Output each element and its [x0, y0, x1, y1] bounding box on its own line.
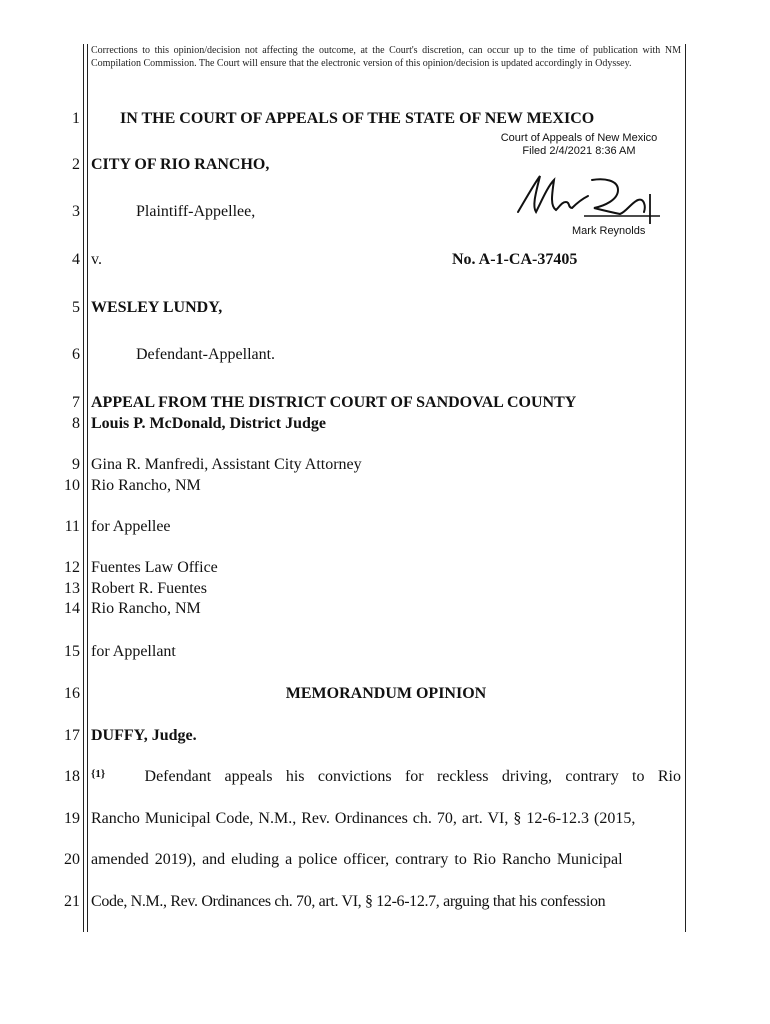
line-number: 15: [64, 643, 80, 660]
left-margin-rule-inner: [87, 44, 88, 932]
defendant-name: WESLEY LUNDY,: [91, 299, 223, 316]
word: for: [404, 768, 424, 785]
stamp-court: Court of Appeals of New Mexico: [500, 132, 658, 144]
paragraph-line-20: amended 2019), and eluding a police officer, contrary to Rio Rancho Municipal: [91, 851, 623, 868]
appellee-city: Rio Rancho, NM: [91, 477, 201, 494]
line-number: 7: [72, 394, 80, 411]
versus: v.: [91, 251, 102, 268]
word: to: [632, 768, 645, 785]
word: reckless: [436, 768, 489, 785]
word: his: [285, 768, 305, 785]
word: Defendant: [144, 768, 212, 785]
plaintiff-role: Plaintiff-Appellee,: [136, 203, 256, 220]
corrections-notice: Corrections to this opinion/decision not affecting the outcome, at the Court's discretion, can occur up to the time of publication with NM Compilation Commission. The Court will ensure that the electronic version of this opinion/decision is updated accordingly in Odyssey.: [91, 45, 681, 69]
for-appellee: for Appellee: [91, 518, 171, 535]
appellee-counsel: Gina R. Manfredi, Assistant City Attorney: [91, 456, 362, 473]
line-number: 18: [64, 768, 80, 785]
line-number: 12: [64, 559, 80, 576]
left-margin-rule-outer: [83, 44, 84, 932]
appellant-counsel: Robert R. Fuentes: [91, 580, 207, 597]
appellant-city: Rio Rancho, NM: [91, 600, 201, 617]
appeal-heading: APPEAL FROM THE DISTRICT COURT OF SANDOVAL COUNTY: [91, 394, 577, 411]
line-number: 1: [72, 110, 80, 127]
word: contrary: [565, 768, 619, 785]
appellant-firm: Fuentes Law Office: [91, 559, 218, 576]
line-number: 16: [64, 685, 80, 702]
signature-image: [514, 172, 664, 228]
opinion-heading: MEMORANDUM OPINION: [285, 685, 487, 702]
court-title: IN THE COURT OF APPEALS OF THE STATE OF NEW MEXICO: [120, 110, 595, 127]
paragraph-line-19: Rancho Municipal Code, N.M., Rev. Ordinances ch. 70, art. VI, § 12-6-12.3 (2015,: [91, 810, 636, 827]
line-number: 3: [72, 203, 80, 220]
line-number: 13: [64, 580, 80, 597]
line-number: 14: [64, 600, 80, 617]
docket-number: No. A-1-CA-37405: [452, 251, 578, 268]
district-judge: Louis P. McDonald, District Judge: [91, 415, 326, 432]
line-number: 8: [72, 415, 80, 432]
line-number: 20: [64, 851, 80, 868]
right-margin-rule: [685, 44, 686, 932]
line-number: 5: [72, 299, 80, 316]
word: appeals: [224, 768, 273, 785]
paragraph-line-21: Code, N.M., Rev. Ordinances ch. 70, art. VI, § 12-6-12.7, arguing that his confession: [91, 893, 606, 910]
line-number: 9: [72, 456, 80, 473]
line-number: 19: [64, 810, 80, 827]
line-number: 4: [72, 251, 80, 268]
judge-name: DUFFY, Judge.: [91, 727, 197, 744]
filing-stamp: [484, 132, 674, 158]
stamp-filed-date: Filed 2/4/2021 8:36 AM: [522, 145, 636, 157]
line-number: 21: [64, 893, 80, 910]
paragraph-line-18: [91, 768, 681, 786]
word: convictions: [317, 768, 392, 785]
for-appellant: for Appellant: [91, 643, 176, 660]
defendant-role: Defendant-Appellant.: [136, 346, 276, 363]
word: driving,: [501, 768, 553, 785]
word: Rio: [657, 768, 681, 785]
line-number: 17: [64, 727, 80, 744]
line-number: 11: [64, 518, 80, 535]
line-number: 10: [64, 477, 80, 494]
signer-name: Mark Reynolds: [572, 225, 646, 237]
paragraph-marker: {1}: [91, 768, 106, 780]
line-number: 6: [72, 346, 80, 363]
line-number: 2: [72, 156, 80, 173]
plaintiff-name: CITY OF RIO RANCHO,: [91, 156, 270, 173]
